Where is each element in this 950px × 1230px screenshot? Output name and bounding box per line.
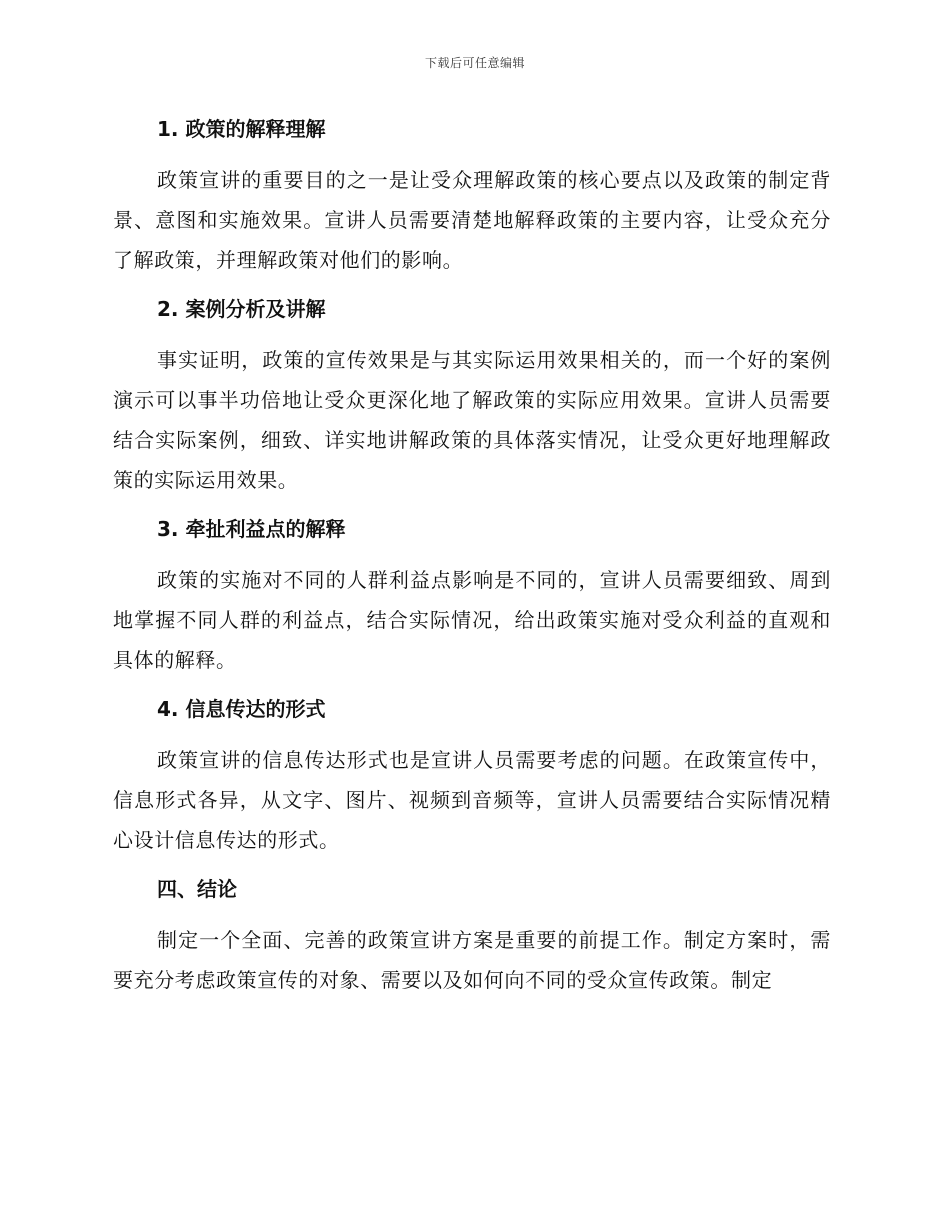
section-paragraph: 政策宣讲的信息传达形式也是宣讲人员需要考虑的问题。在政策宣传中，信息形式各异，从文字、图片、视频到音频等，宣讲人员需要结合实际情况精心设计信息传达的形式。 xyxy=(113,748,831,852)
section-paragraph: 政策的实施对不同的人群利益点影响是不同的，宣讲人员需要细致、周到地掌握不同人群的利益点，结合实际情况，给出政策实施对受众利益的直观和具体的解释。 xyxy=(113,568,831,672)
section-case-analysis xyxy=(113,288,831,500)
section-policy-explanation xyxy=(113,108,831,280)
section-heading: 1. 政策的解释理解 xyxy=(157,117,326,141)
section-heading: 3. 牵扯利益点的解释 xyxy=(157,517,346,541)
section-communication-forms xyxy=(113,688,831,860)
section-interest-points xyxy=(113,508,831,680)
section-paragraph: 事实证明，政策的宣传效果是与其实际运用效果相关的，而一个好的案例演示可以事半功倍地让受众更深化地了解政策的实际应用效果。宣讲人员需要结合实际案例，细致、详实地讲解政策的具体落实情况，让受众更好地理解政策的实际运用效果。 xyxy=(113,348,831,492)
section-heading: 四、结论 xyxy=(157,877,237,901)
document-body xyxy=(113,108,831,1008)
section-heading: 4. 信息传达的形式 xyxy=(157,697,326,721)
section-conclusion xyxy=(113,868,831,1000)
section-paragraph: 政策宣讲的重要目的之一是让受众理解政策的核心要点以及政策的制定背景、意图和实施效果。宣讲人员需要清楚地解释政策的主要内容，让受众充分了解政策，并理解政策对他们的影响。 xyxy=(113,168,831,272)
section-heading: 2. 案例分析及讲解 xyxy=(157,297,326,321)
page-header: 下载后可任意编辑 xyxy=(424,56,525,70)
section-paragraph: 制定一个全面、完善的政策宣讲方案是重要的前提工作。制定方案时，需要充分考虑政策宣传的对象、需要以及如何向不同的受众宣传政策。制定 xyxy=(113,928,831,992)
